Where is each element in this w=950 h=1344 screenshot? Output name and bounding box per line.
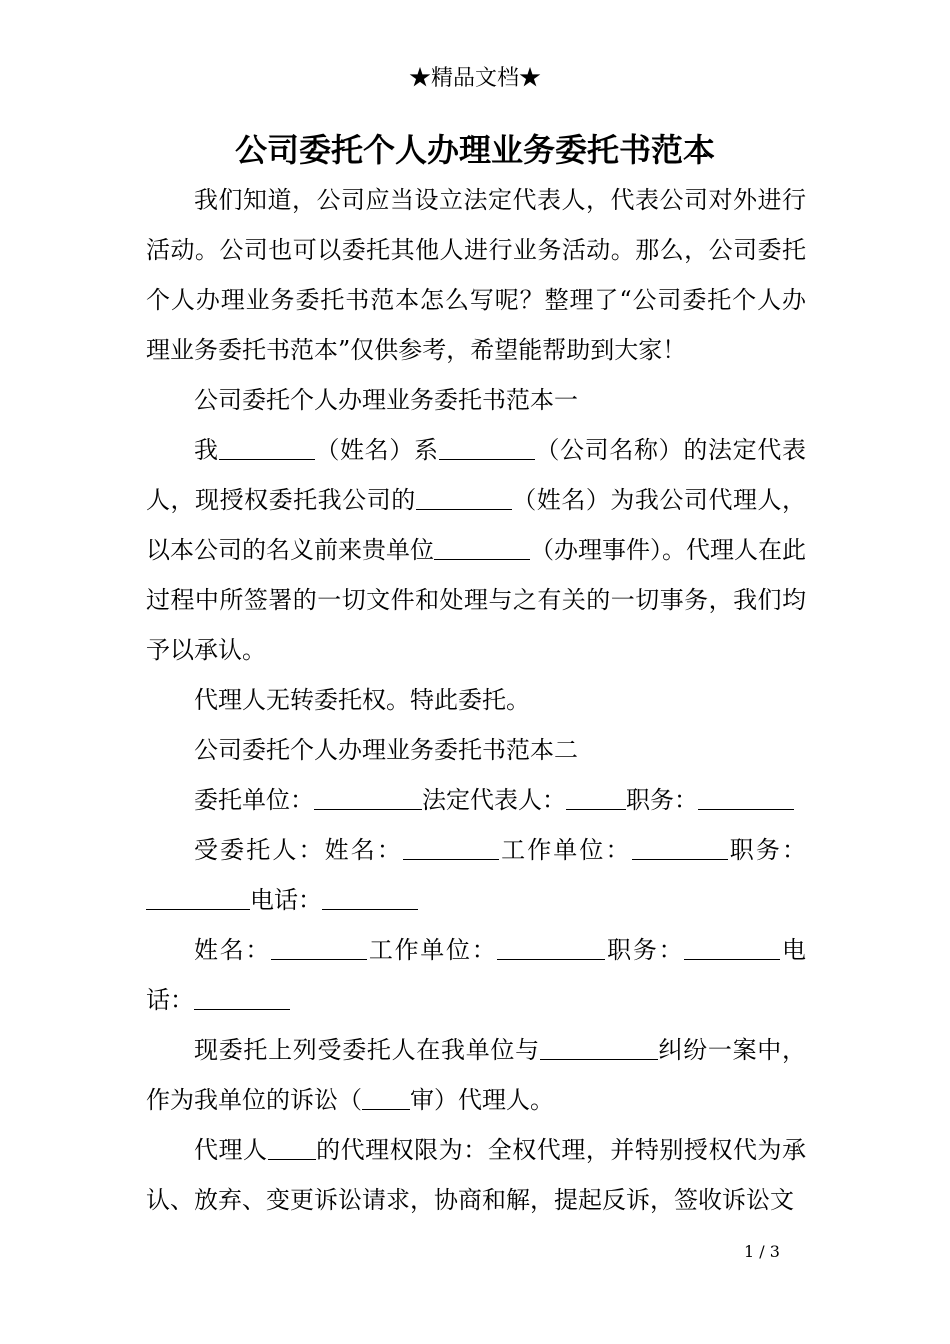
blank-agent-name xyxy=(416,483,512,510)
sample1-heading: 公司委托个人办理业务委托书范本一 xyxy=(194,386,578,414)
blank-phone-2 xyxy=(194,983,290,1010)
entrust-paragraph: 现委托上列受委托人在我单位与 纠纷一案中，作为我单位的诉讼（ 审）代理人。 xyxy=(146,1025,806,1125)
sample2-heading: 公司委托个人办理业务委托书范本二 xyxy=(194,736,578,764)
intro-paragraph: 我们知道，公司应当设立法定代表人，代表公司对外进行活动。公司也可以委托其他人进行业务活动。那么，公司委托个人办理业务委托书范本怎么写呢？整理了“公司委托个人办理业务委托书范本”仅供参考，希望能帮助到大家！ xyxy=(146,186,806,364)
blank-legal-rep xyxy=(566,783,626,810)
header-mark: ★精品文档★ xyxy=(408,66,541,91)
blank-matter xyxy=(434,533,530,560)
blank-unit-2 xyxy=(497,933,605,960)
document-title: 公司委托个人办理业务委托书范本 xyxy=(234,131,715,169)
blank-name-2 xyxy=(271,933,367,960)
blank-trustee-position xyxy=(146,883,250,910)
blank-unit xyxy=(314,783,422,810)
document-body xyxy=(146,175,806,1225)
blank-position-2 xyxy=(684,933,780,960)
blank-trustee-unit xyxy=(632,833,728,860)
blank-instance xyxy=(362,1083,410,1110)
authority-paragraph: 代理人 的代理权限为：全权代理，并特别授权代为承认、放弃、变更诉讼请求，协商和解，提起反诉，签收诉讼文 xyxy=(146,1125,806,1225)
blank-position xyxy=(698,783,794,810)
blank-dispute xyxy=(540,1033,658,1060)
blank-trustee-name xyxy=(403,833,499,860)
page-number: 1 / 3 xyxy=(744,1242,780,1261)
sample1-closing: 代理人无转委托权。特此委托。 xyxy=(194,686,530,714)
entrusting-unit-line: 委托单位： 法定代表人： 职务： xyxy=(146,775,806,825)
trustee-line: 受委托人：姓名： 工作单位： 职务：电话： xyxy=(146,825,806,925)
blank-company xyxy=(439,433,535,460)
blank-trustee-phone xyxy=(322,883,418,910)
sample1-paragraph: 我 （姓名）系 （公司名称）的法定代表人，现授权委托我公司的 （姓名）为我公司代理人，以本公司的名义前来贵单位 （办理事件）。代理人在此过程中所签署的一切文件和处理与之有关的一切事务，我们均予以承认。 xyxy=(146,425,806,675)
blank-agent xyxy=(268,1133,316,1160)
second-trustee-line: 姓名： 工作单位： 职务： 电话： xyxy=(146,925,806,1025)
blank-name xyxy=(219,433,315,460)
